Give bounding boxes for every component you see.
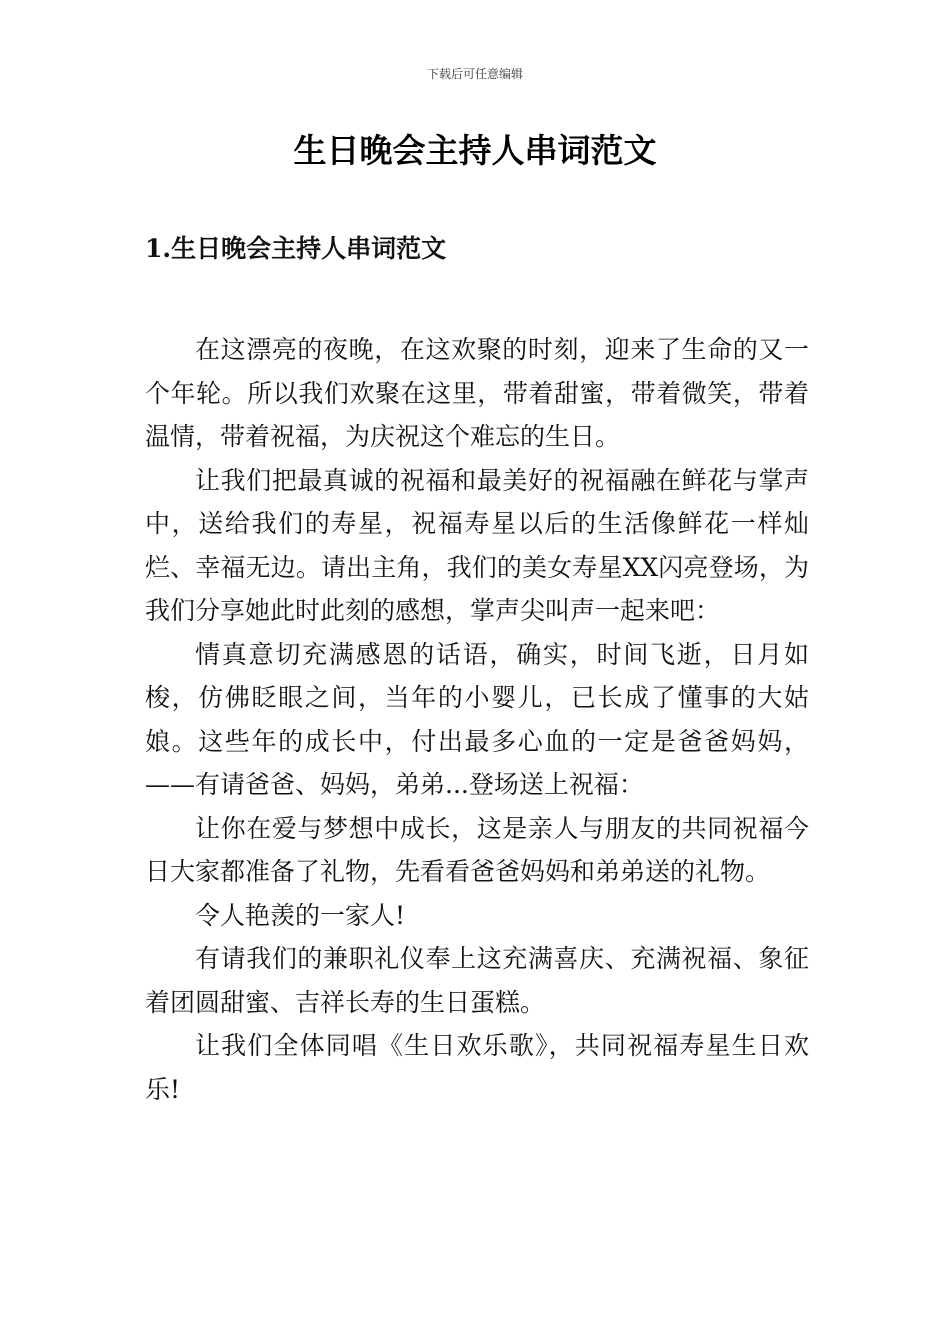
section-heading: 1.生日晚会主持人串词范文	[145, 234, 447, 263]
paragraph: 有请我们的兼职礼仪奉上这充满喜庆、充满祝福、象征着团圆甜蜜、吉祥长寿的生日蛋糕。	[145, 944, 809, 1017]
paragraph: 在这漂亮的夜晚，在这欢聚的时刻，迎来了生命的又一个年轮。所以我们欢聚在这里，带着甜蜜，带着微笑，带着温情，带着祝福，为庆祝这个难忘的生日。	[145, 335, 809, 451]
paragraph: 让我们全体同唱《生日欢乐歌》，共同祝福寿星生日欢乐!	[145, 1031, 809, 1104]
paragraph: 情真意切充满感恩的话语，确实，时间飞逝，日月如梭，仿佛眨眼之间，当年的小婴儿，已长成了懂事的大姑娘。这些年的成长中，付出最多心血的一定是爸爸妈妈，——有请爸爸、妈妈，弟弟...登场送上祝福：	[145, 639, 809, 799]
document-title: 生日晚会主持人串词范文	[293, 131, 657, 170]
document-body	[145, 328, 809, 1111]
header-note: 下载后可任意编辑	[426, 67, 523, 81]
paragraph: 令人艳羡的一家人!	[195, 900, 406, 930]
paragraph: 让你在爱与梦想中成长，这是亲人与朋友的共同祝福今日大家都准备了礼物，先看看爸爸妈妈和弟弟送的礼物。	[145, 813, 809, 886]
paragraph: 让我们把最真诚的祝福和最美好的祝福融在鲜花与掌声中，送给我们的寿星，祝福寿星以后的生活像鲜花一样灿烂、幸福无边。请出主角，我们的美女寿星XX闪亮登场，为我们分享她此时此刻的感想，掌声尖叫声一起来吧：	[145, 465, 809, 625]
